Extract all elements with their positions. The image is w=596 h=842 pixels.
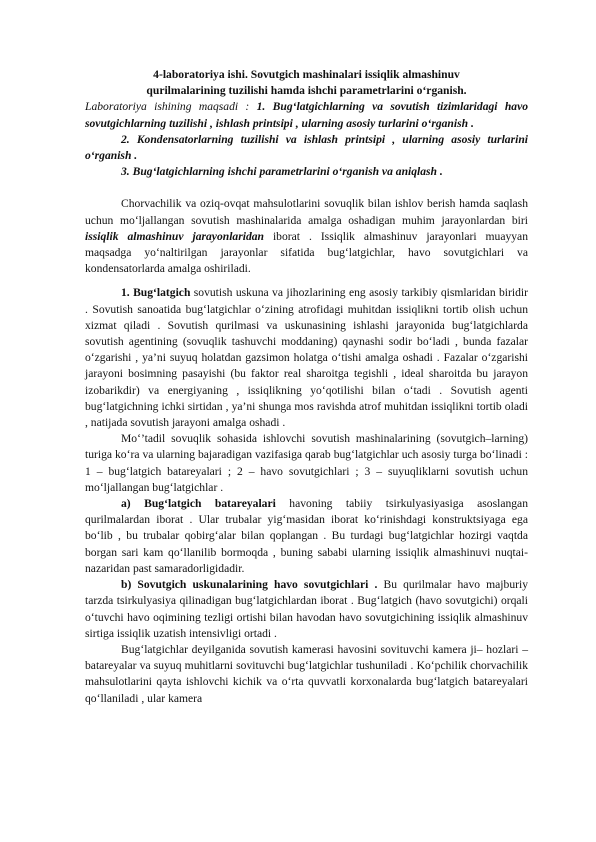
aim-item-1-text: 1. Bug‘latgichlarning va sovutish tizimlaridagi havo sovutgichlarning tuzilishi , ishlash printsipi , ularning asosiy turlarini o‘rganish . [85, 100, 529, 130]
paragraph-batteries: a) Bug‘latgich batareyalari havoning tabiiy tsirkulyasiyasiga asoslangan qurilmalardan iborat . Ular trubalar yig‘masidan iborat ko‘rinishdagi konstruktsiyaga ega bo‘lib , bu trubalar qobirg‘alar bilan qoplangan . Bu turdagi bug‘latgichlar hozirgi vaqtda borgan sari kam qo‘llanilib bormoqda , buning sababi ularning issiqlik almashinuvi nuqtai-nazaridan past samaradorligidadir. [85, 497, 528, 575]
aim-label: Laboratoriya ishining maqsadi : [85, 100, 257, 114]
lab-title-line-1: 4-laboratoriya ishi. Sovutgich mashinalari issiqlik almashinuv [153, 68, 460, 81]
intro-emphasis: issiqlik almashinuv jarayonlaridan [85, 229, 264, 243]
intro-paragraph: Chorvachilik va oziq-ovqat mahsulotlarini sovuqlik bilan ishlov berish hamda saqlash uchun mo‘ljallangan sovutish mashinalarida amalga oshadigan muhim jarayonlardan biri issiqlik almashinuv jarayonlaridan iborat . Issiqlik almashinuv jarayonlari muayyan maqsadga yo‘naltirilgan jarayonlar sifatida bug‘latgichlar, havo sovutgichlari va kondensatorlarda amalga oshiriladi. [85, 197, 528, 276]
lab-title-line-2: qurilmalarining tuzilishi hamda ishchi parametrlarini o‘rganish. [146, 84, 467, 98]
paragraph-air-coolers: b) Sovutgich uskunalarining havo sovutgichlari . Bu qurilmalar havo majburiy tarzda tsirkulyasiya qilinadigan bug‘latgichlardan iborat . Bug‘latgich (havo sovutgichi) orqali o‘tuvchi havo oqimining tezligi ortishi bilan havodan havo sovutgichining issiqlik almashinuv sirtiga issiqlik uzatish intensivligi ortadi . [85, 578, 528, 640]
spacer [85, 277, 528, 285]
paragraph-evaporator: 1. Bug‘latgich sovutish uskuna va jihozlarining eng asosiy tarkibiy qismlaridan biridir . Sovutish sanoatida bug‘latgichlar o‘zining atrofidagi muhitdan issiqlikni tortib olish uchun xizmat qiladi . Sovutish qurilmasi va uskunasining ishlashi jarayonida bug‘latgichlarda sovutish agentining (sovuqlik tashuvchi moddaning) qaynashi sodir bo‘ladi , bunda fazalar o‘zgarishi , ya’ni suyuq holatdan gazsimon holatga o‘tishi amalga oshadi . Fazalar o‘zgarishi jarayoni bosimning pasayishi (bu faktor real sharoitga tegishli , ideal sharoitda bu jarayon izobarikdir) va energiyaning , issiqlikning yo‘qotilishi bilan o‘tadi . Sovutish agenti bug‘latgichning ichki sirtidan , ya’ni shunga mos ravishda atrof muhitdan issiqlikni tortib oladi , natijada sovutish jarayoni amalga oshadi . [85, 286, 528, 430]
paragraph-evaporators-definition: Bug‘latgichlar deyilganida sovutish kamerasi havosini sovituvchi kamera ji– hozlari – batareyalar va suyuq muhitlarni sovituvchi bug‘latgichlar tushuniladi . Ko‘pchilik chorvachilik mahsulotlarini qayta ishlovchi kichik va o‘rta quvvatli korxonalarda bug‘latgich batareyalari qo‘llaniladi , ular kamera [85, 642, 528, 705]
air-coolers-heading: b) Sovutgich uskunalarining havo sovutgichlari . [121, 578, 378, 592]
spacer [85, 180, 528, 196]
batteries-heading: a) Bug‘latgich batareyalari [121, 497, 276, 511]
document-page [85, 67, 528, 707]
paragraph-types: Mo‘’tadil sovuqlik sohasida ishlovchi sovutish mashinalarining (sovutgich–larning) turiga ko‘ra va ularning bajaradigan vazifasiga qarab bug‘latgichlar uch asosiy turga bo‘linadi : 1 – bug‘latgich batareyalari ; 2 – havo sovutgichlari ; 3 – suyuqliklarni sovutish uchun mo‘ljallangan bug‘latgichlar . [85, 432, 528, 494]
aim-item-2: 2. Kondensatorlarning tuzilishi va ishlash printsipi , ularning asosiy turlarini o‘rganish . [85, 132, 528, 163]
aim-item-3: 3. Bug‘latgichlarning ishchi parametrlarini o‘rganish va aniqlash . [121, 165, 443, 179]
evaporator-heading: 1. Bug‘latgich [121, 286, 191, 300]
aim-item-1 [85, 99, 528, 131]
